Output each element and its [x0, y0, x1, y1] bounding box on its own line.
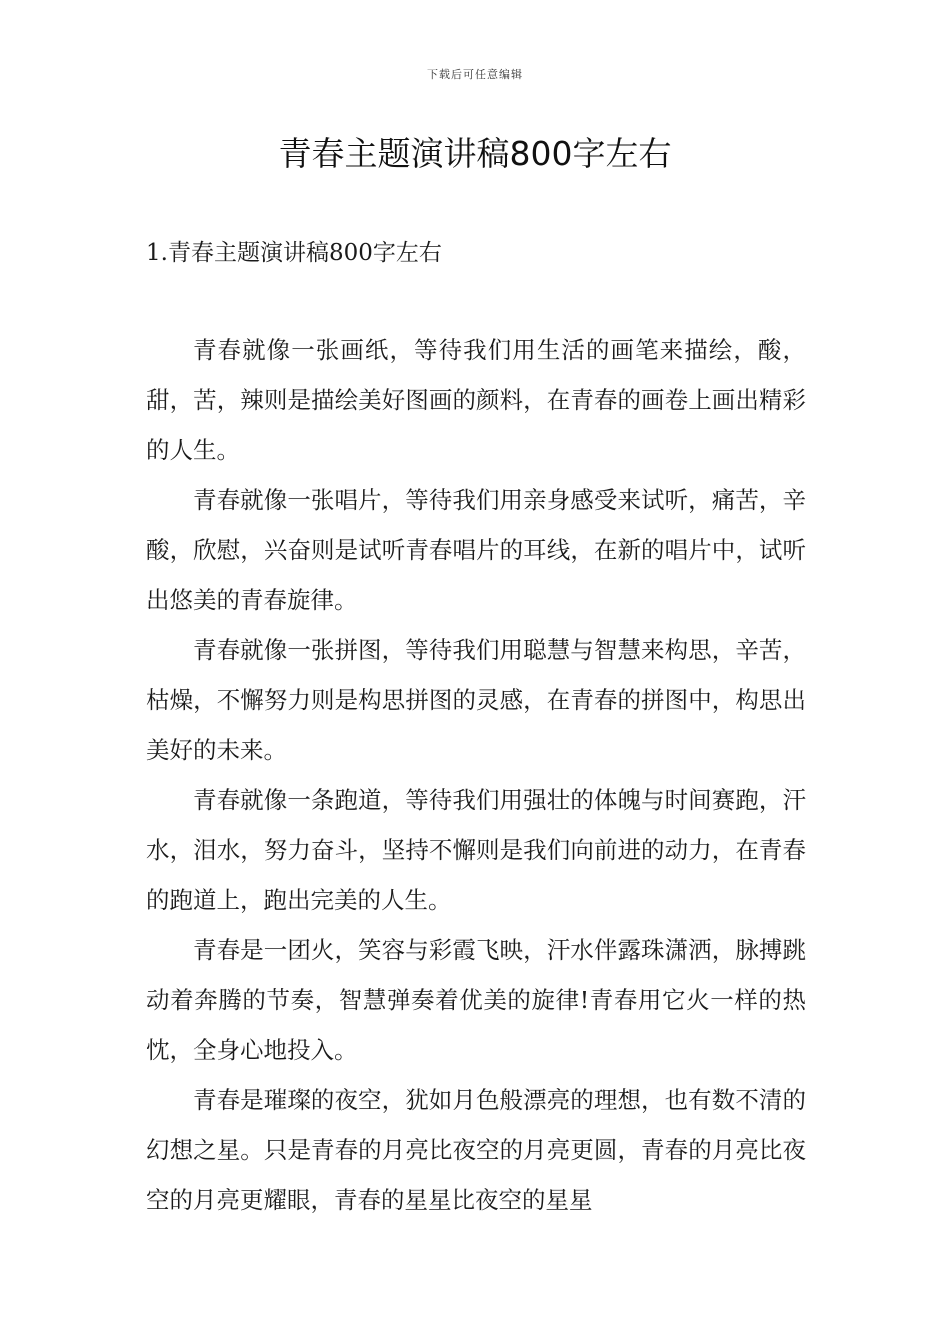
paragraph: 青春是璀璨的夜空，犹如月色般漂亮的理想，也有数不清的幻想之星。只是青春的月亮比夜空的月亮更圆，青春的月亮比夜空的月亮更耀眼，青春的星星比夜空的星星 — [146, 1086, 806, 1214]
paragraph: 青春就像一张画纸，等待我们用生活的画笔来描绘，酸，甜，苦，辣则是描绘美好图画的颜料，在青春的画卷上画出精彩的人生。 — [146, 336, 806, 464]
paragraph: 青春是一团火，笑容与彩霞飞映，汗水伴露珠潇洒，脉搏跳动着奔腾的节奏，智慧弹奏着优美的旋律!青春用它火一样的热忱，全身心地投入。 — [146, 936, 806, 1064]
paragraph: 青春就像一条跑道，等待我们用强壮的体魄与时间赛跑，汗水，泪水，努力奋斗，坚持不懈则是我们向前进的动力，在青春的跑道上，跑出完美的人生。 — [146, 786, 806, 914]
section-heading: 1.青春主题演讲稿800字左右 — [146, 240, 442, 266]
paragraph: 青春就像一张唱片，等待我们用亲身感受来试听，痛苦，辛酸，欣慰，兴奋则是试听青春唱片的耳线，在新的唱片中，试听出悠美的青春旋律。 — [146, 486, 806, 614]
header-note: 下载后可任意编辑 — [427, 68, 523, 81]
paragraph: 青春就像一张拼图，等待我们用聪慧与智慧来构思，辛苦，枯燥，不懈努力则是构思拼图的灵感，在青春的拼图中，构思出美好的未来。 — [146, 636, 806, 764]
body-text — [146, 325, 806, 1225]
document-title: 青春主题演讲稿800字左右 — [278, 134, 672, 173]
